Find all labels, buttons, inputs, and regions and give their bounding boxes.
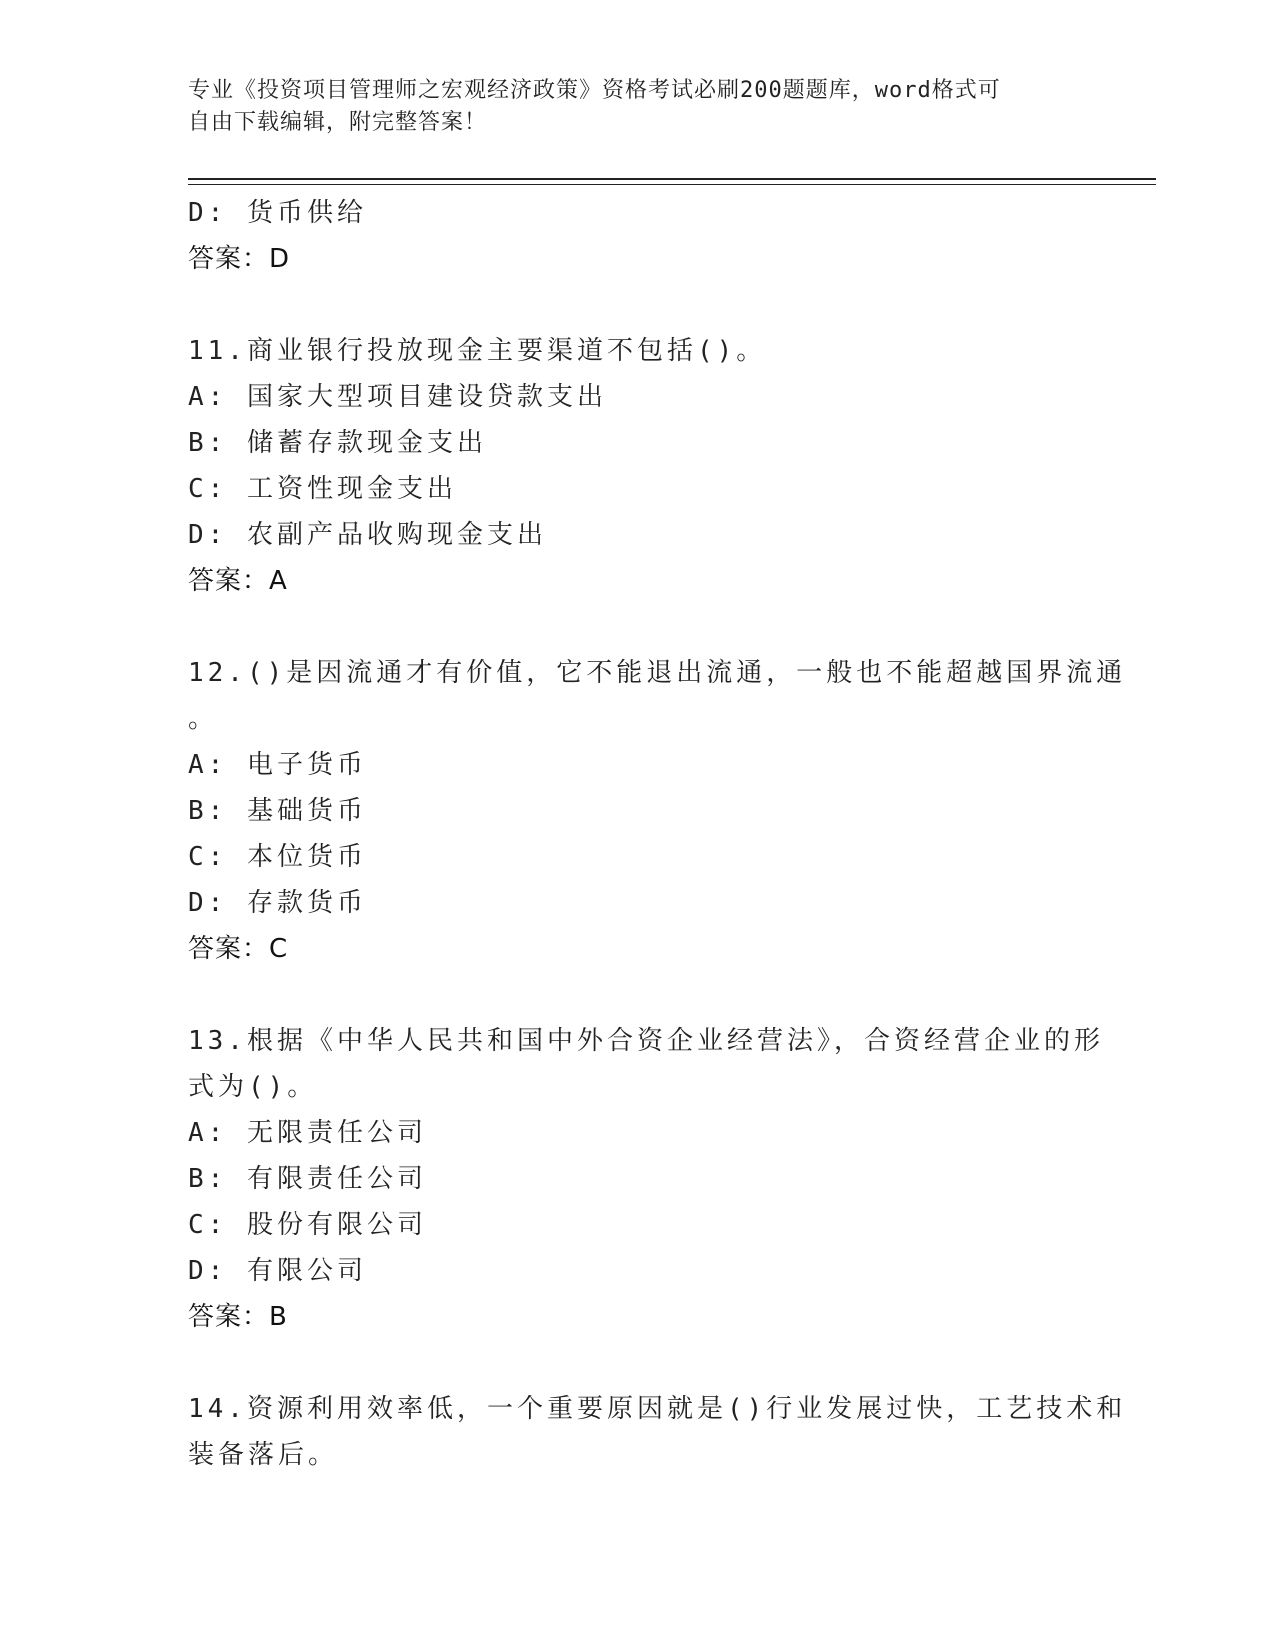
question-list — [188, 190, 1127, 1478]
header-divider-thick — [188, 178, 1156, 180]
option-d: D: 存款货币 — [188, 888, 367, 918]
question-14 — [188, 1386, 1127, 1478]
spacer — [188, 972, 1088, 1018]
carryover-question — [188, 190, 1088, 282]
option-d: D: 有限公司 — [188, 1256, 367, 1286]
question-stem: 12.()是因流通才有价值，它不能退出流通，一般也不能超越国界流通 — [188, 658, 1127, 688]
question-stem: 11.商业银行投放现金主要渠道不包括()。 — [188, 336, 767, 366]
header-title-line-1: 专业《投资项目管理师之宏观经济政策》资格考试必刷200题题库，word格式可 — [188, 78, 1001, 103]
header-divider-thin — [188, 184, 1156, 185]
option-c: C: 工资性现金支出 — [188, 474, 457, 504]
question-11 — [188, 328, 1088, 604]
option-a: A: 无限责任公司 — [188, 1118, 427, 1148]
question-12 — [188, 650, 1127, 972]
option-c: C: 本位货币 — [188, 842, 367, 872]
question-stem-continued: 装备落后。 — [188, 1440, 339, 1470]
spacer — [188, 282, 1088, 328]
option-d: D: 货币供给 — [188, 198, 367, 228]
question-stem: 13.根据《中华人民共和国中外合资企业经营法》，合资经营企业的形 — [188, 1026, 1104, 1056]
answer-line: 答案：C — [188, 934, 289, 964]
option-c: C: 股份有限公司 — [188, 1210, 427, 1240]
question-stem-continued: 式为()。 — [188, 1072, 318, 1102]
question-stem-continued: 。 — [188, 704, 219, 734]
option-a: A: 国家大型项目建设贷款支出 — [188, 382, 607, 412]
answer-line: 答案：A — [188, 566, 288, 596]
answer-line: 答案：D — [188, 244, 291, 274]
spacer — [188, 1340, 1088, 1386]
option-b: B: 储蓄存款现金支出 — [188, 428, 487, 458]
option-b: B: 基础货币 — [188, 796, 367, 826]
header-title-line-2: 自由下载编辑，附完整答案！ — [188, 110, 488, 135]
question-stem: 14.资源利用效率低，一个重要原因就是()行业发展过快，工艺技术和 — [188, 1394, 1127, 1424]
answer-line: 答案：B — [188, 1302, 288, 1332]
spacer — [188, 604, 1088, 650]
question-13 — [188, 1018, 1104, 1340]
option-d: D: 农副产品收购现金支出 — [188, 520, 547, 550]
option-a: A: 电子货币 — [188, 750, 367, 780]
document-header — [188, 75, 1088, 139]
option-b: B: 有限责任公司 — [188, 1164, 427, 1194]
